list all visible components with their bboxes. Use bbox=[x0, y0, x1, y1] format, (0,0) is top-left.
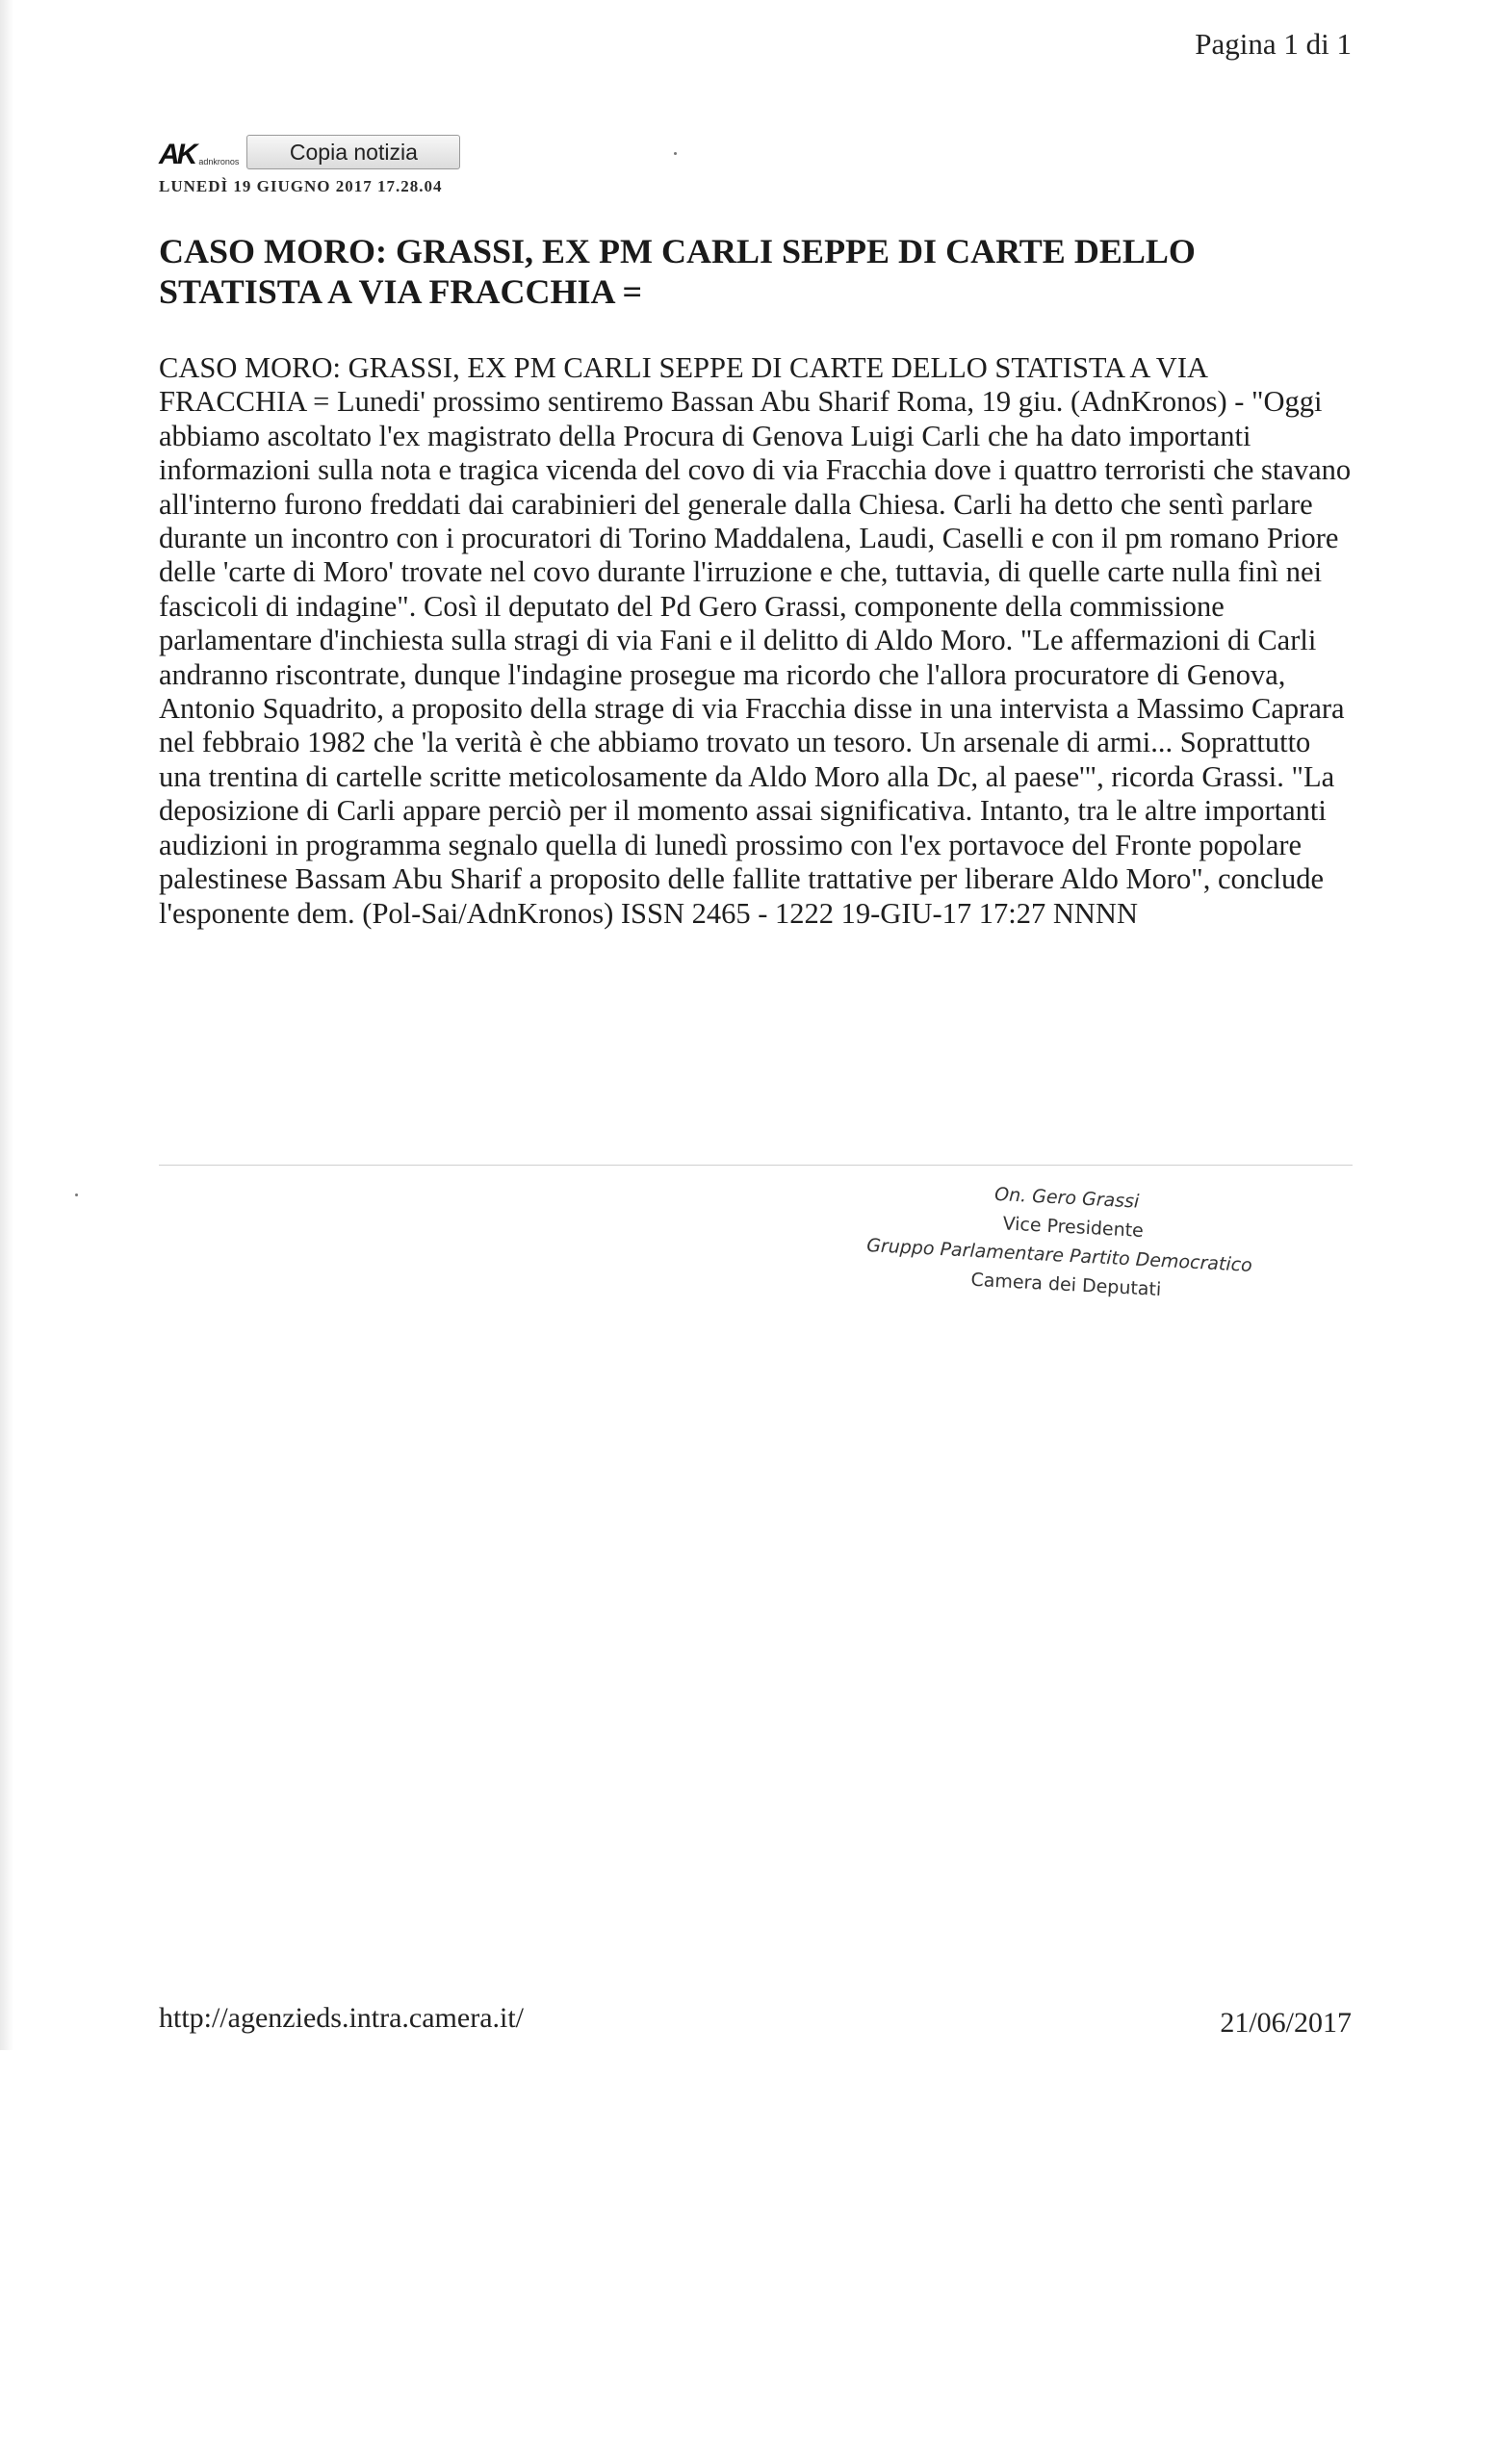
stamp-name: On. Gero Grassi bbox=[993, 1183, 1140, 1213]
divider bbox=[159, 1165, 1353, 1166]
print-date: 21/06/2017 bbox=[1220, 2007, 1352, 2039]
stamp-institution: Camera dei Deputati bbox=[969, 1269, 1162, 1301]
copy-news-button[interactable]: Copia notizia bbox=[246, 135, 460, 169]
news-dateline: LUNEDÌ 19 GIUGNO 2017 17.28.04 bbox=[159, 177, 443, 195]
signature-stamp bbox=[864, 1177, 1313, 1335]
logo-wordmark: adnkronos bbox=[198, 157, 240, 167]
scan-speck bbox=[75, 1194, 78, 1196]
news-body: CASO MORO: GRASSI, EX PM CARLI SEPPE DI CARTE DELLO STATISTA A VIA FRACCHIA = Lunedi' prossimo sentiremo Bassan Abu Sharif Roma, 19 giu. (AdnKronos) - "Oggi abbiamo ascoltato l'ex magistrato della Procura di Genova Luigi Carli che ha dato importanti informazioni sulla nota e tragica vicenda del covo di via Fracchia dove i quattro terroristi che stavano all'interno furono freddati dai carabinieri del generale dalla Chiesa. Carli ha detto che sentì parlare durante un incontro con i procuratori di Torino Maddalena, Laudi, Caselli e con il pm romano Priore delle 'carte di Moro' trovate nel covo durante l'irruzione e che, tuttavia, di quelle carte nulla finì nei fascicoli di indagine". Così il deputato del Pd Gero Grassi, componente della commissione parlamentare d'inchiesta sulla stragi di via Fani e il delitto di Aldo Moro. "Le affermazioni di Carli andranno riscontrate, dunque l'indagine prosegue ma ricordo che l'allora procuratore di Genova, Antonio Squadrito, a proposito della strage di via Fracchia disse in una intervista a Massimo Caprara nel febbraio 1982 che 'la verità è che abbiamo trovato un tesoro. Un arsenale di armi... Soprattutto una trentina di cartelle scritte meticolosamente da Aldo Moro alla Dc, al paese'", ricorda Grassi. "La deposizione di Carli appare perciò per il momento assai significativa. Intanto, tra le altre importanti audizioni in programma segnalo quella di lunedì prossimo con l'ex portavoce del Fronte popolare palestinese Bassam Abu Sharif a proposito delle fallite trattative per liberare Aldo Moro", conclude l'esponente dem. (Pol-Sai/AdnKronos) ISSN 2465 - 1222 19-GIU-17 17:27 NNNN bbox=[159, 351, 1352, 930]
stamp-group: Gruppo Parlamentare Partito Democratico bbox=[865, 1234, 1253, 1276]
stamp-role: Vice Presidente bbox=[1002, 1213, 1145, 1242]
logo-mark-icon: AK bbox=[159, 139, 195, 170]
adnkronos-logo bbox=[159, 137, 239, 169]
source-url: http://agenzieds.intra.camera.it/ bbox=[159, 2002, 525, 2034]
scan-edge-shadow bbox=[0, 0, 13, 2050]
news-headline: CASO MORO: GRASSI, EX PM CARLI SEPPE DI CARTE DELLO STATISTA A VIA FRACCHIA = bbox=[159, 232, 1196, 311]
scan-speck bbox=[674, 152, 677, 155]
page-indicator: Pagina 1 di 1 bbox=[1195, 27, 1352, 61]
agency-bar bbox=[159, 135, 460, 169]
